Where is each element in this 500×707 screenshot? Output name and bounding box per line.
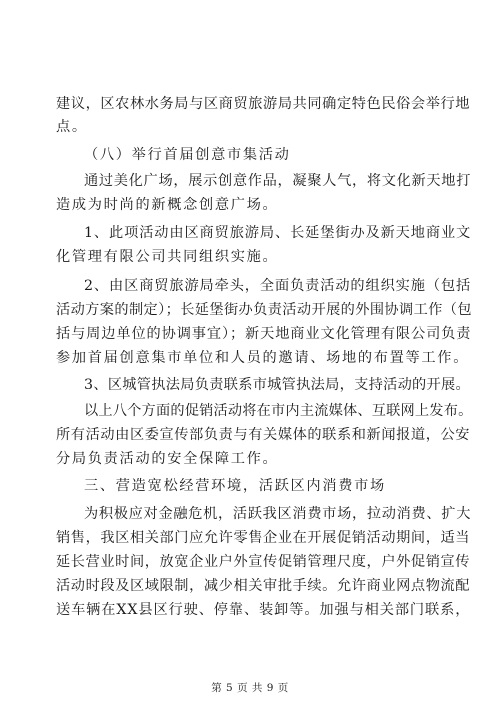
text-line: 以上八个方面的促销活动将在市内主流媒体、互联网上发布。 [84,403,473,419]
text-line: 参加首届创意集市单位和人员的邀请、场地的布置等工作。 [56,350,470,366]
text-line: 化管理有限公司共同组织实施。 [56,249,279,265]
text-line: 分局负责活动的安全保障工作。 [56,451,279,467]
text-line: 所有活动由区委宣传部负责与有关媒体的联系和新闻报道，公安 [56,427,471,443]
text-line: 2、由区商贸旅游局牵头，全面负责活动的组织实施（包括 [84,278,472,294]
text-line: 3、区城管执法局负责联系市城管执法局，支持活动的开展。 [84,377,471,393]
text-line: 造成为时尚的新概念创意广场。 [56,197,279,213]
section-heading: （八）举行首届创意市集活动 [84,147,291,163]
text-line: 1、此项活动由区商贸旅游局、长延堡街办及新天地商业文 [84,225,472,241]
text-line: 通过美化广场，展示创意作品，凝聚人气，将文化新天地打 [84,173,472,189]
page-number: 第 5 页 共 9 页 [211,682,289,694]
text-line: 活动时段及区域限制，减少相关审批手续。允许商业网点物流配 [56,578,471,594]
text-line: 送车辆在XX县区行驶、停靠、装卸等。加强与相关部门联系， [56,602,471,618]
text-line: 活动方案的制定）；长延堡街办负责活动开展的外围协调工作（包 [56,302,472,318]
text-line: 括与周边单位的协调事宜）；新天地商业文化管理有限公司负责 [56,326,472,342]
text-line: 点。 [56,119,88,135]
text-line: 建议，区农林水务局与区商贸旅游局共同确定特色民俗会举行地 [56,96,471,112]
text-line: 销售，我区相关部门应允许零售企业在开展促销活动期间，适当 [56,530,471,546]
section-heading: 三、营造宽松经营环境，活跃区内消费市场 [84,478,386,494]
text-line: 延长营业时间，放宽企业户外宣传促销管理尺度，户外促销宣传 [56,554,471,570]
text-line: 为积极应对金融危机，活跃我区消费市场，拉动消费、扩大 [84,506,472,522]
